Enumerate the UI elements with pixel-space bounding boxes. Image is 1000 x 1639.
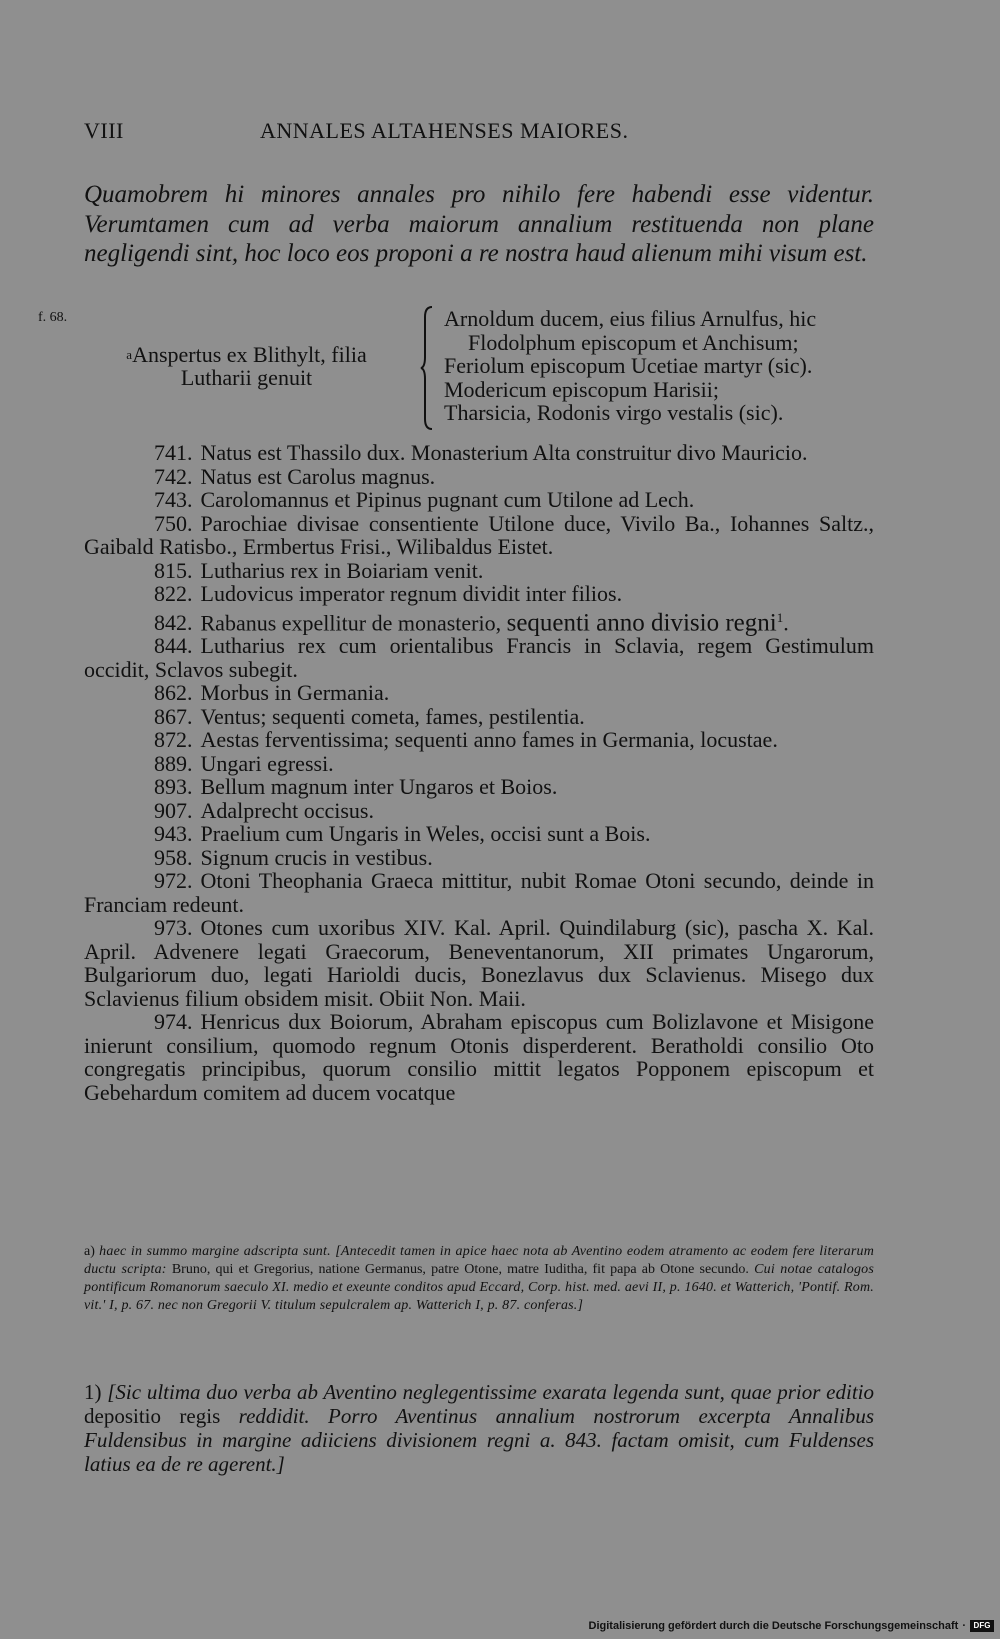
footnote-a-part3: Cui notae catalogos pontificum Romanorum saeculo XI. medio et exeunte conditos apud Eccard, Corp. hist. med. aevi II, p. 1640. et Watterich, 'Pontif. Rom. vit.' I, p. 67. nec non Gregorii V. titulum sepulcralem ap. Watterich I, p. 87. conferas.] bbox=[84, 1262, 875, 1313]
annal-entry bbox=[84, 512, 874, 559]
annal-entry bbox=[84, 465, 874, 489]
entry-text: Ventus; sequenti cometa, fames, pestilentia. bbox=[200, 703, 585, 729]
folio-mark: f. 68. bbox=[38, 310, 68, 325]
annal-entry bbox=[84, 681, 874, 705]
entry-text: Lutharius rex in Boiariam venit. bbox=[200, 557, 484, 583]
genealogy-right bbox=[444, 307, 874, 425]
entry-year: 872. bbox=[154, 727, 193, 753]
entry-text: Otoni Theophania Graeca mittitur, nubit Romae Otoni secundo, deinde in Franciam redeunt. bbox=[84, 868, 874, 917]
entry-year: 943. bbox=[154, 821, 193, 847]
note-mark: a bbox=[126, 347, 133, 362]
entry-year: 972. bbox=[154, 868, 193, 894]
entry-year: 741. bbox=[154, 440, 193, 465]
entry-text: Ludovicus imperator regnum dividit inter filios. bbox=[200, 581, 623, 606]
annal-entry bbox=[84, 606, 874, 635]
annal-entry bbox=[84, 752, 874, 776]
annal-entry bbox=[84, 559, 874, 583]
entry-text: Parochiae divisae consentiente Utilone duce, Vivilo Ba., Iohannes Saltz., Gaibald Ratisbo., Ermbertus Frisi., Wilibaldus Eistet. bbox=[84, 510, 874, 559]
genealogy-line: Flodolphum episcopum et Anchisum; bbox=[468, 329, 799, 355]
credit-text: Digitalisierung gefördert durch die Deutsche Forschungsgemeinschaft bbox=[588, 1620, 959, 1632]
entry-text: Lutharius rex cum orientalibus Francis in Sclavia, regem Gestimulum occidit, Sclavos subegit. bbox=[84, 633, 874, 682]
annal-entry bbox=[84, 582, 874, 606]
entry-year: 742. bbox=[154, 463, 193, 489]
entry-text: Ungari egressi. bbox=[200, 750, 334, 776]
annal-entry bbox=[84, 869, 874, 916]
entry-text: Natus est Thassilo dux. Monasterium Alta construitur divo Mauricio. bbox=[200, 440, 808, 465]
digitization-credit: Digitalisierung gefördert durch die Deutsche Forschungsgemeinschaft · DFG bbox=[589, 1620, 994, 1632]
entry-text: Rabanus expellitur de monasterio, bbox=[200, 609, 502, 635]
page-number: VIII bbox=[84, 118, 124, 143]
footnote-a-part1: haec in summo margine adscripta sunt. [Antecedit tamen in apice haec nota ab Aventino eodem atramento ac eodem fere literarum ductu scripta: bbox=[84, 1244, 874, 1277]
entry-year: 862. bbox=[154, 680, 193, 706]
entry-year: 973. bbox=[154, 915, 193, 941]
entry-year: 842. bbox=[154, 609, 193, 635]
entry-text: Signum crucis in vestibus. bbox=[200, 844, 433, 870]
annal-entry bbox=[84, 846, 874, 870]
annal-entry bbox=[84, 775, 874, 799]
entry-text: Otones cum uxoribus XIV. Kal. April. Quindilaburg (sic), pascha X. Kal. April. Advenere legati Graecorum, Beneventanorum, XII primates Ungarorum, Bulgariorum duo, legati Harioldi ducis, Bonezlavus dux Sclavienus. Misego dux Sclavienus filium obsidem misit. Obiit Non. Maii. bbox=[84, 915, 874, 1011]
dfg-logo-icon: DFG bbox=[970, 1620, 994, 1632]
entry-year: 750. bbox=[154, 510, 193, 536]
entry-text-large: sequenti anno divisio regni bbox=[506, 608, 777, 636]
entry-text: Praelium cum Ungaris in Weles, occisi sunt a Bois. bbox=[200, 821, 651, 847]
entry-text: Carolomannus et Pipinus pugnant cum Utilone ad Lech. bbox=[200, 487, 695, 512]
entry-year: 867. bbox=[154, 703, 193, 729]
entry-year: 889. bbox=[154, 750, 193, 776]
annal-entries bbox=[84, 441, 874, 1104]
footnote-1-mark: 1) bbox=[84, 1380, 102, 1404]
footnote-a bbox=[84, 1243, 874, 1315]
genealogy-block bbox=[84, 305, 874, 435]
genealogy-line: Arnoldum ducem, eius filius Arnulfus, hic bbox=[444, 306, 817, 331]
footnote-a-part2: Bruno, qui et Gregorius, natione Germanus, patre Otone, matre Iuditha, fit papa ab Otone secundo. bbox=[171, 1262, 749, 1277]
annal-entry bbox=[84, 441, 874, 465]
genealogy-left bbox=[84, 343, 409, 389]
entry-year: 822. bbox=[154, 581, 193, 606]
running-header bbox=[84, 118, 874, 148]
entry-year: 974. bbox=[154, 1009, 193, 1035]
annal-entry bbox=[84, 822, 874, 846]
annal-entry bbox=[84, 705, 874, 729]
entry-year: 815. bbox=[154, 557, 193, 583]
genealogy-left-line1: Anspertus ex Blithylt, filia bbox=[132, 342, 367, 367]
entry-text: Morbus in Germania. bbox=[200, 680, 390, 706]
genealogy-line: Tharsicia, Rodonis virgo vestalis (sic). bbox=[444, 400, 784, 425]
footnote-1-part3: reddidit. Porro Aventinus annalium nostrorum excerpta Annalibus Fuldensibus in margine adiiciens divisionem regni a. 843. factam omisit, cum Fuldenses latius ea de re agerent.] bbox=[84, 1404, 874, 1476]
footnote-ref: 1 bbox=[776, 609, 784, 625]
entry-text: Aestas ferventissima; sequenti anno fames in Germania, locustae. bbox=[200, 727, 778, 753]
entry-text: Adalprecht occisus. bbox=[200, 797, 374, 823]
genealogy-left-line2: Lutharii genuit bbox=[180, 365, 313, 390]
footnote-1 bbox=[84, 1380, 874, 1476]
genealogy-line: Feriolum episcopum Ucetiae martyr (sic). bbox=[444, 353, 813, 378]
annal-entry bbox=[84, 728, 874, 752]
genealogy-line: Modericum episcopum Harisii; bbox=[444, 376, 719, 402]
entry-year: 907. bbox=[154, 797, 193, 823]
intro-paragraph: Quamobrem hi minores annales pro nihilo fere habendi esse videntur. Verumtamen cum ad verba maiorum annalium restituenda non plane negligendi sint, hoc loco eos proponi a re nostra haud alienum mihi visum est. bbox=[84, 181, 874, 267]
entry-year: 844. bbox=[154, 633, 193, 659]
entry-year: 958. bbox=[154, 844, 193, 870]
entry-text: Henricus dux Boiorum, Abraham episcopus cum Bolizlavone et Misigone inierunt consilium, quomodo regnum Otonis disperderent. Beratholdi consilio Oto congregatis principibus, quorum consilio mittit legatos Popponem episcopum et Gebehardum comitem ad ducem vocatque bbox=[84, 1009, 874, 1105]
annal-entry bbox=[84, 916, 874, 1010]
annal-entry bbox=[84, 488, 874, 512]
footnote-a-mark: a) bbox=[84, 1244, 95, 1259]
footnote-1-part2: depositio regis bbox=[84, 1404, 221, 1428]
annal-entry bbox=[84, 799, 874, 823]
brace-icon bbox=[420, 305, 434, 431]
entry-text: Natus est Carolus magnus. bbox=[200, 463, 436, 489]
footnote-1-part1: [Sic ultima duo verba ab Aventino neglegentissime exarata legenda sunt, quae prior editio bbox=[107, 1380, 874, 1404]
entry-year: 743. bbox=[154, 487, 193, 512]
annal-entry bbox=[84, 1010, 874, 1104]
running-title: ANNALES ALTAHENSES MAIORES. bbox=[260, 118, 629, 143]
entry-year: 893. bbox=[154, 774, 193, 800]
entry-text: Bellum magnum inter Ungaros et Boios. bbox=[200, 774, 558, 800]
annal-entry bbox=[84, 634, 874, 681]
entry-text-tail: . bbox=[783, 609, 789, 635]
